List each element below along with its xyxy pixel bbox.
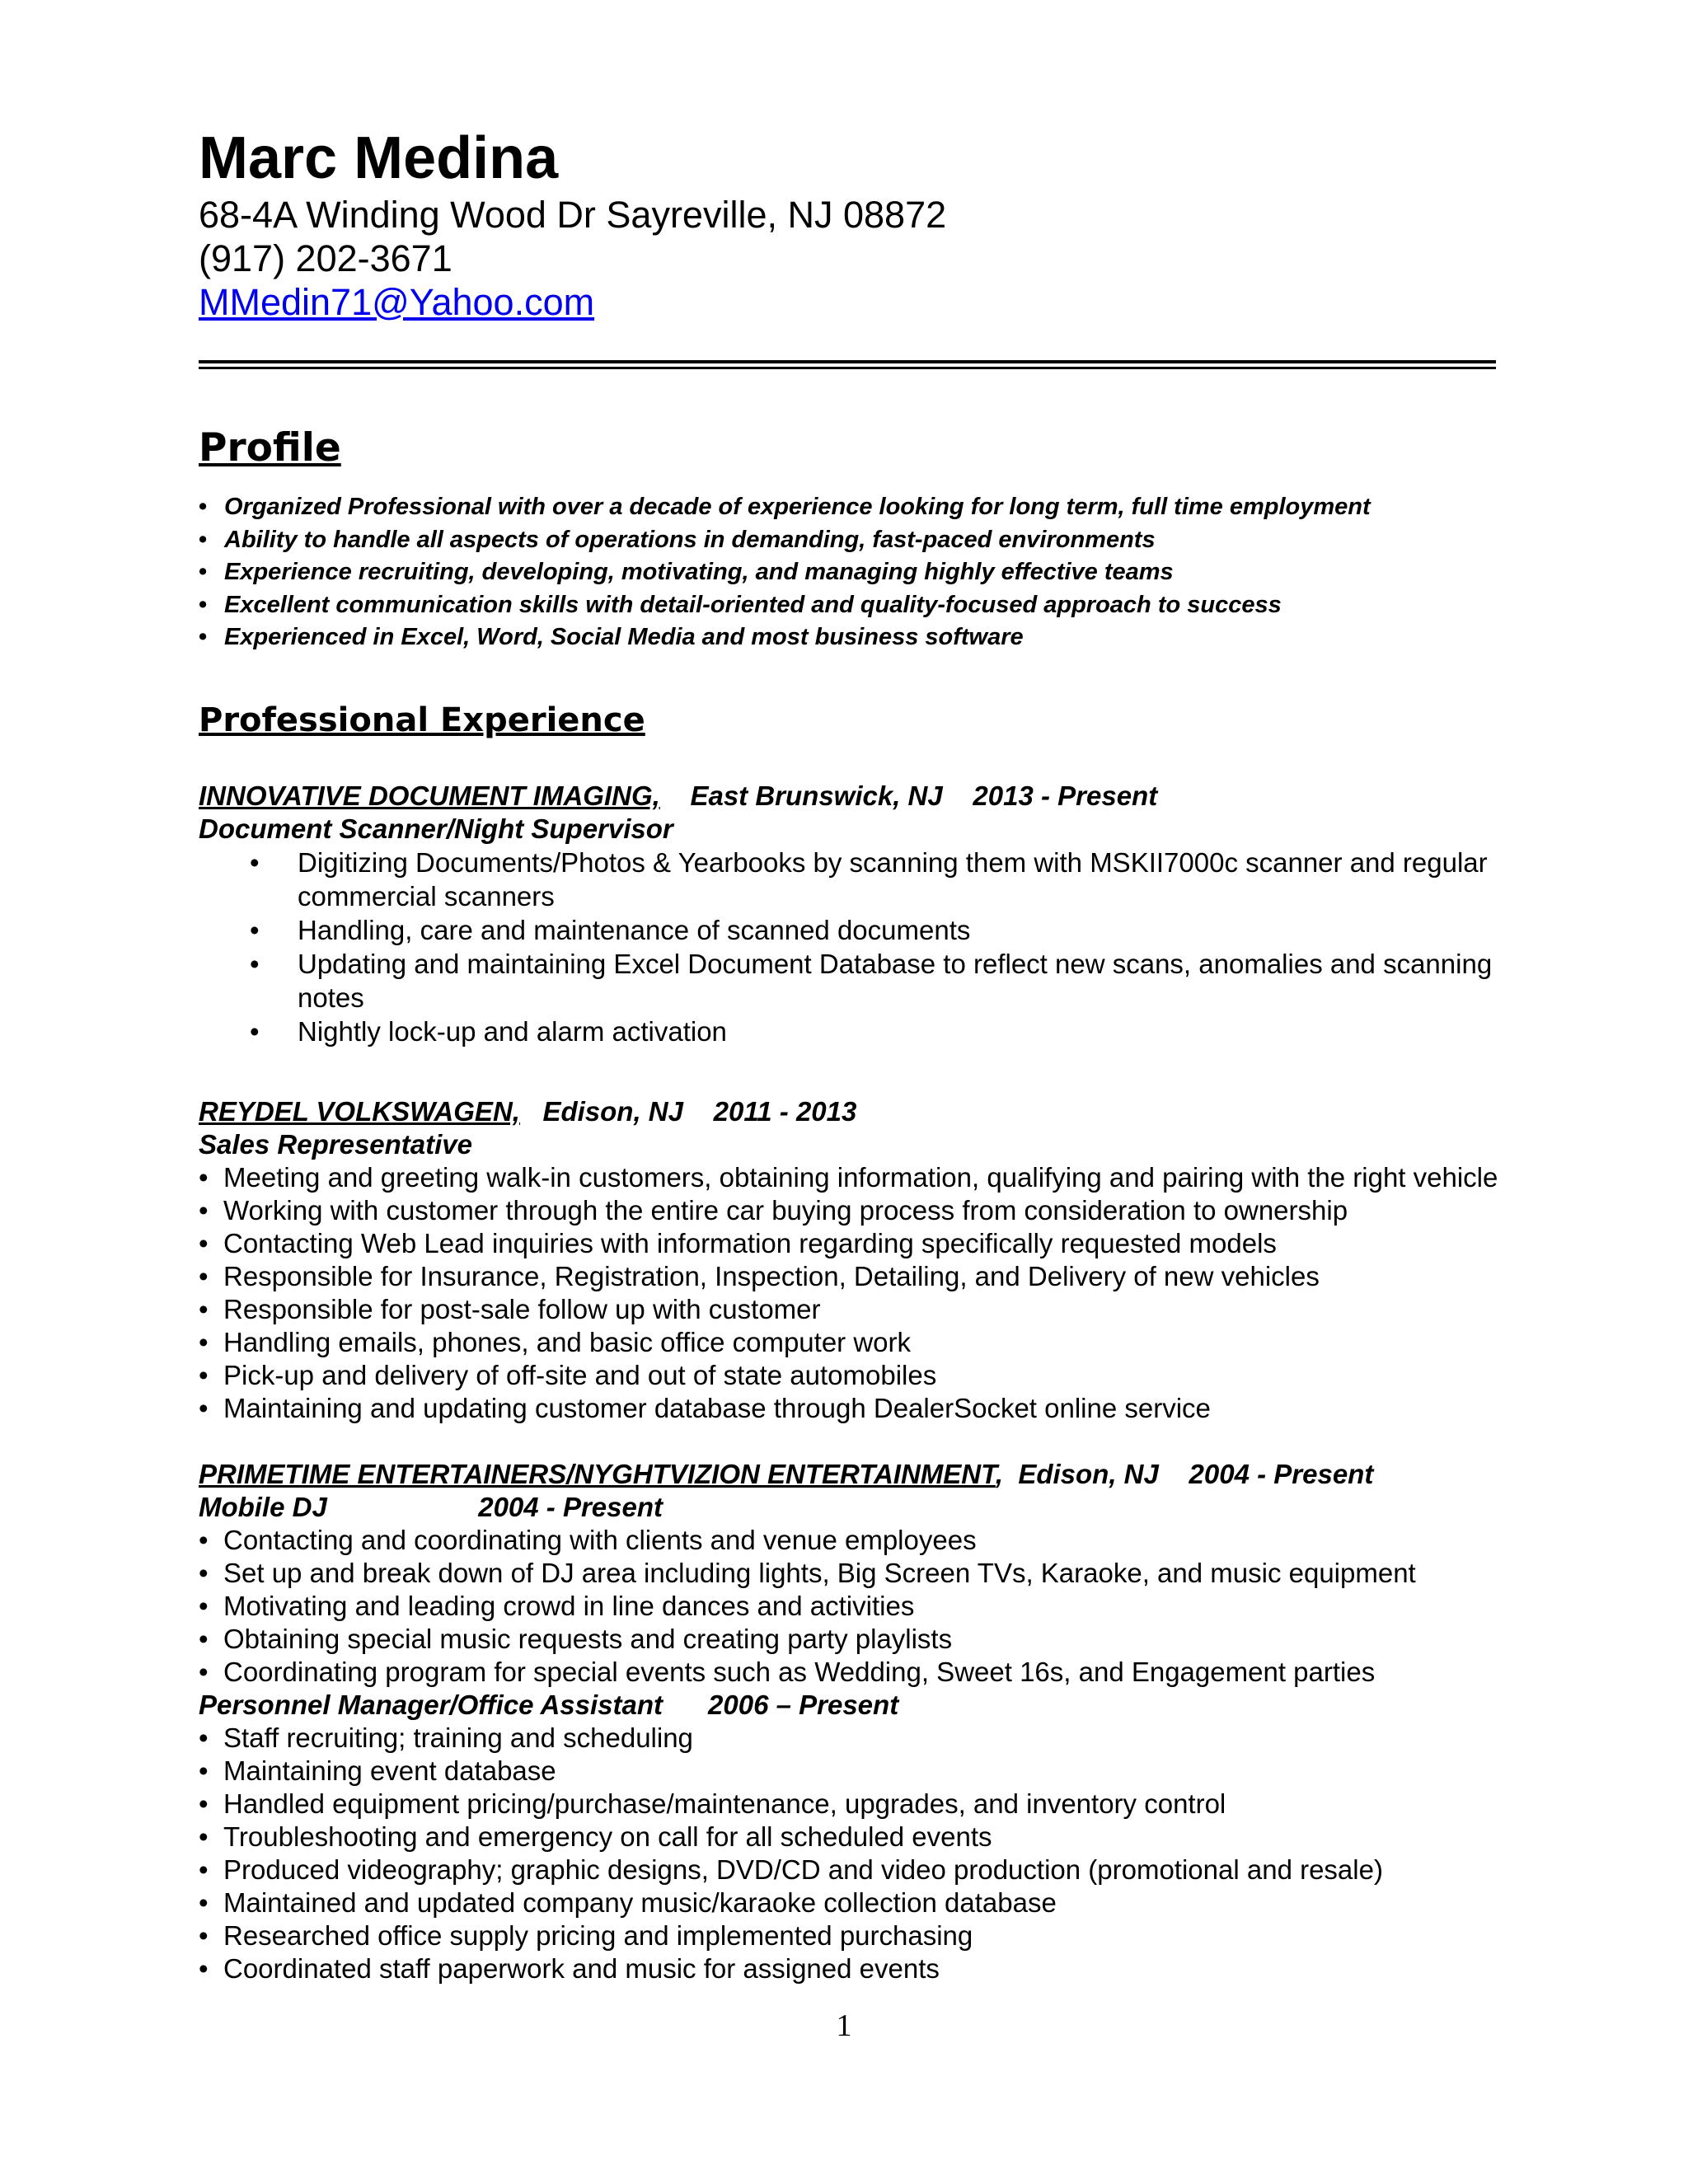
- list-item: • Handling emails, phones, and basic office computer work: [199, 1326, 1501, 1359]
- list-item: • Obtaining special music requests and creating party playlists: [199, 1623, 1501, 1656]
- list-item: • Contacting and coordinating with clients and venue employees: [199, 1524, 1501, 1557]
- list-item: • Coordinated staff paperwork and music for assigned events: [199, 1952, 1501, 1985]
- candidate-name: Marc Medina: [199, 125, 559, 191]
- list-item: • Meeting and greeting walk-in customers, obtaining information, qualifying and pairing with the right vehicle: [199, 1161, 1501, 1194]
- list-item: • Pick-up and delivery of off-site and out of state automobiles: [199, 1359, 1501, 1392]
- list-item: • Motivating and leading crowd in line dances and activities: [199, 1590, 1501, 1623]
- list-item: • Excellent communication skills with detail-oriented and quality-focused approach to success: [199, 589, 1501, 622]
- job-entry: [199, 1095, 1501, 1425]
- email-link[interactable]: MMedin71@Yahoo.com: [199, 281, 595, 323]
- job-bullets: [199, 1722, 1501, 1985]
- list-item: • Updating and maintaining Excel Document Database to reflect new scans, anomalies and scanning notes: [199, 947, 1501, 1015]
- experience-heading: Professional Experience: [199, 701, 645, 739]
- list-item: • Responsible for post-sale follow up with customer: [199, 1293, 1501, 1326]
- list-item: • Staff recruiting; training and scheduling: [199, 1722, 1501, 1755]
- list-item: • Coordinating program for special events such as Wedding, Sweet 16s, and Engagement parties: [199, 1656, 1501, 1689]
- job-entry: [199, 780, 1501, 1048]
- list-item: • Maintained and updated company music/karaoke collection database: [199, 1886, 1501, 1919]
- phone: (917) 202-3671: [199, 237, 452, 279]
- job-details: , Edison, NJ 2004 - Present: [995, 1458, 1374, 1489]
- list-item: • Researched office supply pricing and implemented purchasing: [199, 1919, 1501, 1952]
- resume-page: [199, 124, 1501, 1985]
- contact-block: [199, 193, 1501, 324]
- list-item: • Handled equipment pricing/purchase/maintenance, upgrades, and inventory control: [199, 1788, 1501, 1821]
- job-header: [199, 780, 1501, 813]
- job-header: [199, 1458, 1501, 1491]
- list-item: • Responsible for Insurance, Registration, Inspection, Detailing, and Delivery of new vehicles: [199, 1260, 1501, 1293]
- company-name: REYDEL VOLKSWAGEN,: [199, 1095, 520, 1127]
- job-details: Edison, NJ 2011 - 2013: [519, 1095, 857, 1127]
- list-item: • Experienced in Excel, Word, Social Media and most business software: [199, 621, 1501, 654]
- list-item: • Working with customer through the entire car buying process from consideration to ownership: [199, 1194, 1501, 1227]
- job-bullets: [199, 846, 1501, 1048]
- address: 68-4A Winding Wood Dr Sayreville, NJ 08872: [199, 194, 947, 236]
- list-item: • Maintaining and updating customer database through DealerSocket online service: [199, 1392, 1501, 1425]
- list-item: • Organized Professional with over a decade of experience looking for long term, full time employment: [199, 491, 1501, 524]
- list-item: • Set up and break down of DJ area including lights, Big Screen TVs, Karaoke, and music equipment: [199, 1557, 1501, 1590]
- list-item: • Handling, care and maintenance of scanned documents: [199, 913, 1501, 947]
- job-title: Sales Representative: [199, 1128, 473, 1160]
- list-item: • Maintaining event database: [199, 1755, 1501, 1788]
- job-details: East Brunswick, NJ 2013 - Present: [659, 780, 1158, 811]
- job-bullets: [199, 1161, 1501, 1425]
- profile-heading: Profile: [199, 425, 341, 471]
- list-item: • Troubleshooting and emergency on call for all scheduled events: [199, 1821, 1501, 1854]
- company-name: PRIMETIME ENTERTAINERS/NYGHTVIZION ENTERTAINMENT: [199, 1458, 996, 1489]
- job-title: Personnel Manager/Office Assistant 2006 – Present: [199, 1689, 899, 1720]
- company-name: INNOVATIVE DOCUMENT IMAGING,: [199, 780, 660, 811]
- job-title: Document Scanner/Night Supervisor: [199, 813, 673, 844]
- list-item: • Produced videography; graphic designs, DVD/CD and video production (promotional and resale): [199, 1854, 1501, 1886]
- profile-list: [199, 491, 1501, 654]
- list-item: • Contacting Web Lead inquiries with information regarding specifically requested models: [199, 1227, 1501, 1260]
- list-item: • Digitizing Documents/Photos & Yearbooks by scanning them with MSKII7000c scanner and regular commercial scanners: [199, 846, 1501, 913]
- page-number: 1: [836, 2008, 852, 2043]
- job-entry: [199, 1458, 1501, 1985]
- job-header: [199, 1095, 1501, 1128]
- job-title: Mobile DJ 2004 - Present: [199, 1491, 663, 1522]
- job-bullets: [199, 1524, 1501, 1689]
- header-divider: [199, 360, 1496, 369]
- list-item: • Ability to handle all aspects of operations in demanding, fast-paced environments: [199, 524, 1501, 557]
- list-item: • Nightly lock-up and alarm activation: [199, 1015, 1501, 1048]
- list-item: • Experience recruiting, developing, motivating, and managing highly effective teams: [199, 556, 1501, 589]
